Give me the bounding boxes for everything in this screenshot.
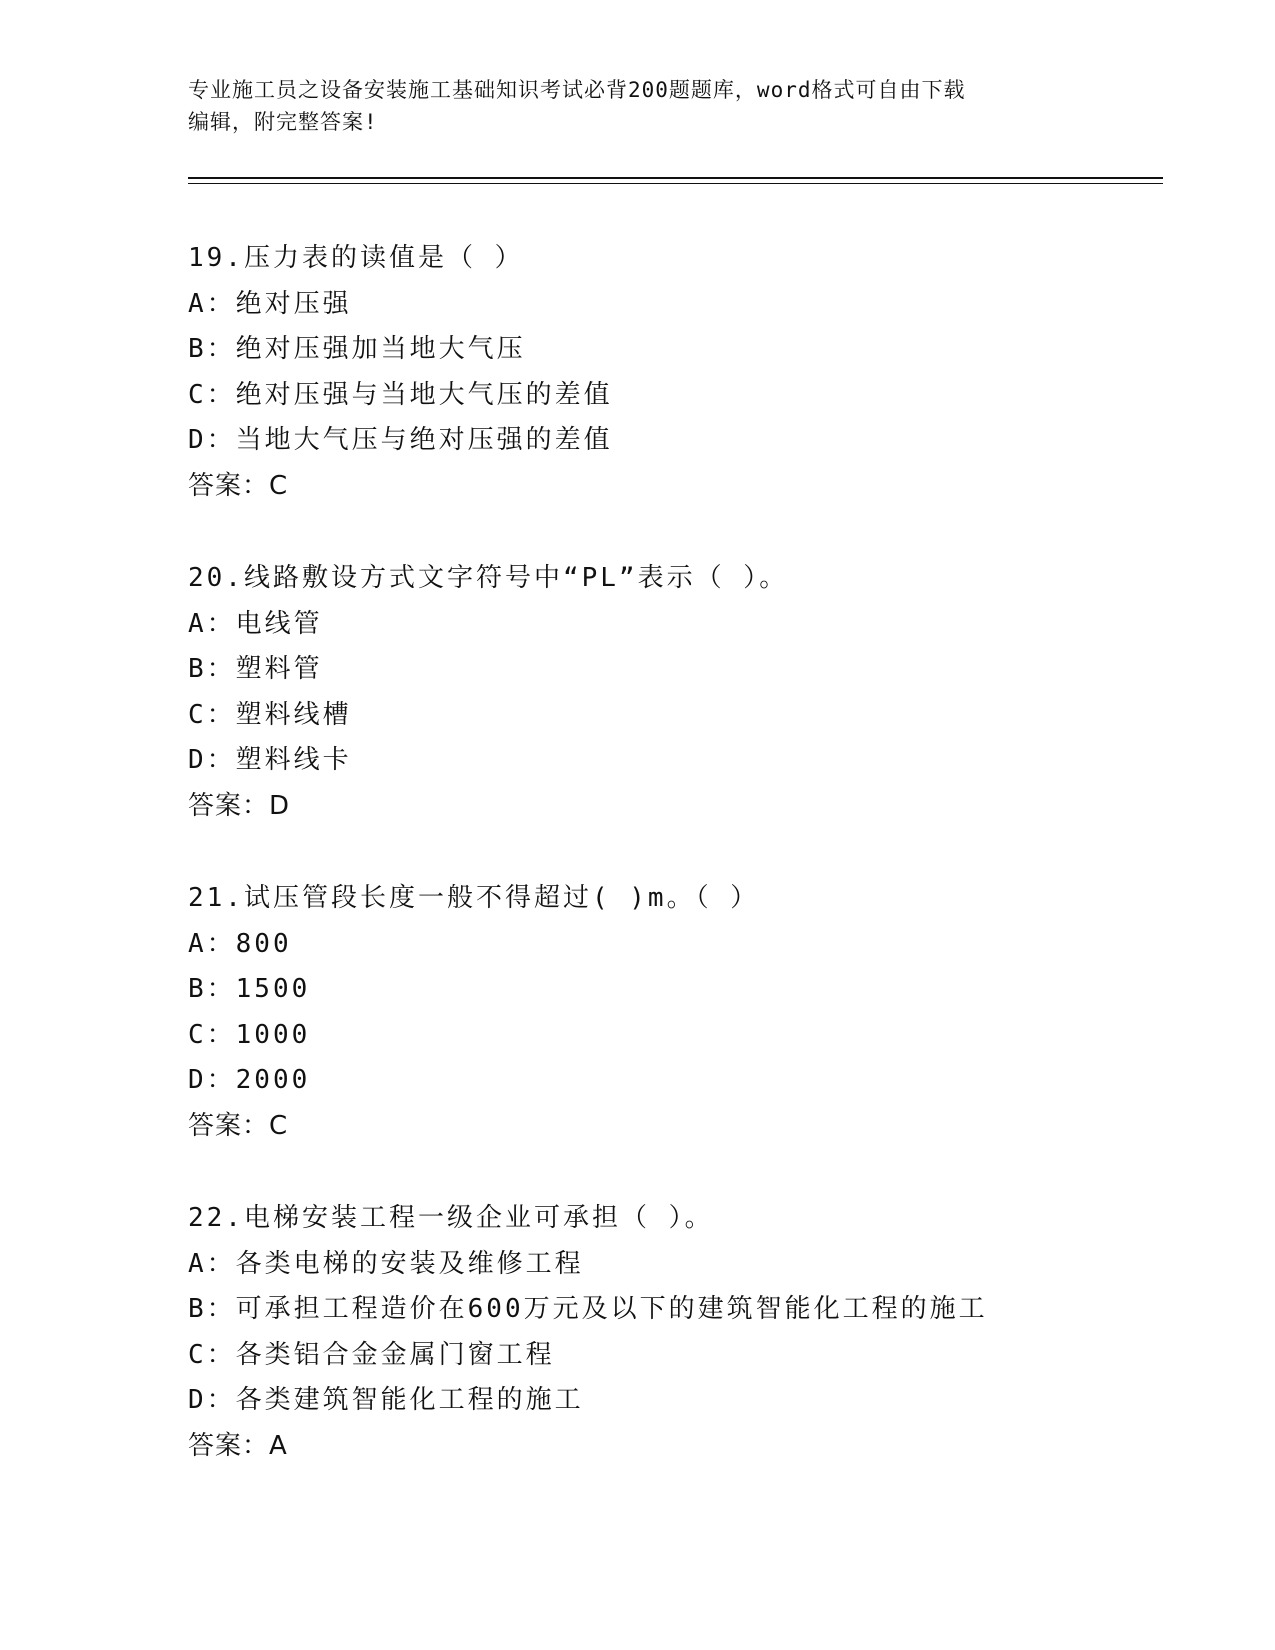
header-divider-thick	[188, 177, 1163, 179]
question-list	[188, 236, 1148, 1516]
header-divider-thin	[188, 183, 1163, 184]
option-a: A：800	[188, 928, 292, 959]
option-b: B：塑料管	[188, 654, 323, 684]
option-b: B：绝对压强加当地大气压	[188, 334, 526, 364]
answer-line: 答案：D	[188, 790, 291, 821]
document-header	[188, 74, 1088, 138]
answer-line: 答案：C	[188, 470, 289, 501]
answer-line: 答案：C	[188, 1110, 289, 1141]
option-d: D：2000	[188, 1065, 311, 1095]
option-c: C：各类铝合金金属门窗工程	[188, 1339, 555, 1370]
question-22	[188, 1196, 1148, 1516]
question-21	[188, 876, 1148, 1196]
option-c: C：1000	[188, 1019, 311, 1050]
option-c: C：绝对压强与当地大气压的差值	[188, 379, 613, 410]
question-stem: 22.电梯安装工程一级企业可承担（ ）。	[188, 1203, 714, 1233]
option-a: A：各类电梯的安装及维修工程	[188, 1248, 584, 1279]
option-a: A：绝对压强	[188, 288, 352, 319]
option-d: D：各类建筑智能化工程的施工	[188, 1385, 584, 1415]
question-stem: 20.线路敷设方式文字符号中“PL”表示（ ）。	[188, 563, 789, 593]
option-c: C：塑料线槽	[188, 699, 352, 730]
question-20	[188, 556, 1148, 876]
option-b: B：可承担工程造价在600万元及以下的建筑智能化工程的施工	[188, 1294, 988, 1324]
option-b: B：1500	[188, 974, 311, 1004]
option-a: A：电线管	[188, 608, 323, 639]
header-title-line-2: 编辑，附完整答案!	[188, 110, 378, 134]
answer-line: 答案：A	[188, 1430, 288, 1461]
option-d: D：当地大气压与绝对压强的差值	[188, 425, 613, 455]
option-d: D：塑料线卡	[188, 745, 352, 775]
header-title-line-1: 专业施工员之设备安装施工基础知识考试必背200题题库，word格式可自由下载	[188, 78, 966, 102]
question-stem: 21.试压管段长度一般不得超过( )m。（ ）	[188, 883, 760, 913]
question-stem: 19.压力表的读值是（ ）	[188, 243, 524, 273]
question-19	[188, 236, 1148, 556]
